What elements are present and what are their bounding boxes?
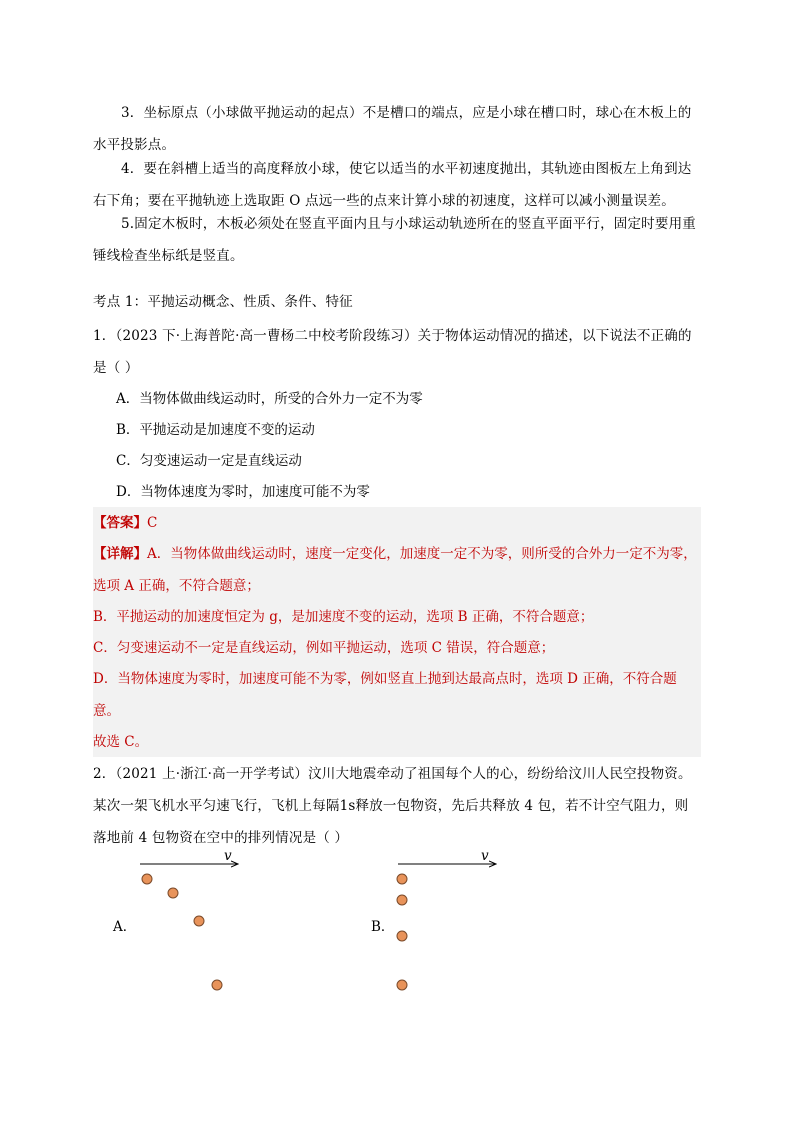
answer-value: C: [147, 515, 158, 531]
q1-option-b: B．平抛运动是加速度不变的运动: [116, 422, 315, 438]
supply-ball: [168, 888, 178, 898]
q1-conclusion: 故选 C。: [93, 734, 149, 750]
supply-ball: [397, 874, 407, 884]
q1-option-d: D．当物体速度为零时，加速度可能不为零: [116, 484, 370, 500]
answer-tag: 【答案】: [93, 515, 147, 531]
supply-ball: [194, 916, 204, 926]
supply-ball: [397, 980, 407, 990]
detail-tag: 【详解】: [93, 546, 147, 562]
supply-ball: [397, 895, 407, 905]
note-5: 5.固定木板时，木板必须处在竖直平面内且与小球运动轨迹所在的竖直平面平行，固定时要用重锤线检查坐标纸是竖直。: [93, 216, 696, 264]
note-3: 3．坐标原点（小球做平抛运动的起点）不是槽口的端点，应是小球在槽口时，球心在木板上的水平投影点。: [93, 105, 692, 153]
detail-a-text: A．当物体做曲线运动时，速度一定变化，加速度一定不为零，则所受的合外力一定不为零，选项 A 正确，不符合题意；: [93, 546, 697, 594]
q1-stem: 1．（2023 下·上海普陀·高一曹杨二中校考阶段练习）关于物体运动情况的描述，以下说法不正确的是（ ）: [93, 328, 692, 376]
q2-option-b-label: B．: [371, 919, 395, 935]
q1-detail-d: D．当物体速度为零时，加速度可能不为零，例如竖直上抛到达最高点时，选项 D 正确，不符合题意。: [93, 671, 677, 719]
velocity-label-b: v: [481, 848, 489, 864]
q2-option-a-label: A．: [113, 919, 137, 935]
velocity-label-a: v: [224, 848, 232, 864]
supply-ball: [142, 874, 152, 884]
q2-stem: 2．（2021 上·浙江·高一开学考试）汶川大地震牵动了祖国每个人的心，纷纷给汶川人民空投物资。某次一架飞机水平匀速飞行，飞机上每隔1s释放一包物资，先后共释放 4 包，若不计空气阻力，则落地前 4 包物资在空中的排列情况是（ ）: [93, 766, 692, 846]
q1-option-a: A．当物体做曲线运动时，所受的合外力一定不为零: [116, 391, 423, 407]
q1-option-c: C．匀变速运动一定是直线运动: [116, 453, 302, 469]
supply-ball: [397, 931, 407, 941]
q1-detail-c: C．匀变速运动不一定是直线运动，例如平抛运动，选项 C 错误，符合题意；: [93, 640, 555, 656]
section-title: 考点 1：平抛运动概念、性质、条件、特征: [93, 294, 353, 310]
note-4: 4．要在斜槽上适当的高度释放小球，使它以适当的水平初速度抛出，其轨迹由图板左上角到达右下角；要在平抛轨迹上选取距 O 点远一些的点来计算小球的初速度，这样可以减小测量误差。: [93, 161, 692, 209]
supply-ball: [212, 980, 222, 990]
q1-detail-b: B．平抛运动的加速度恒定为 g，是加速度不变的运动，选项 B 正确，不符合题意；: [93, 609, 594, 625]
